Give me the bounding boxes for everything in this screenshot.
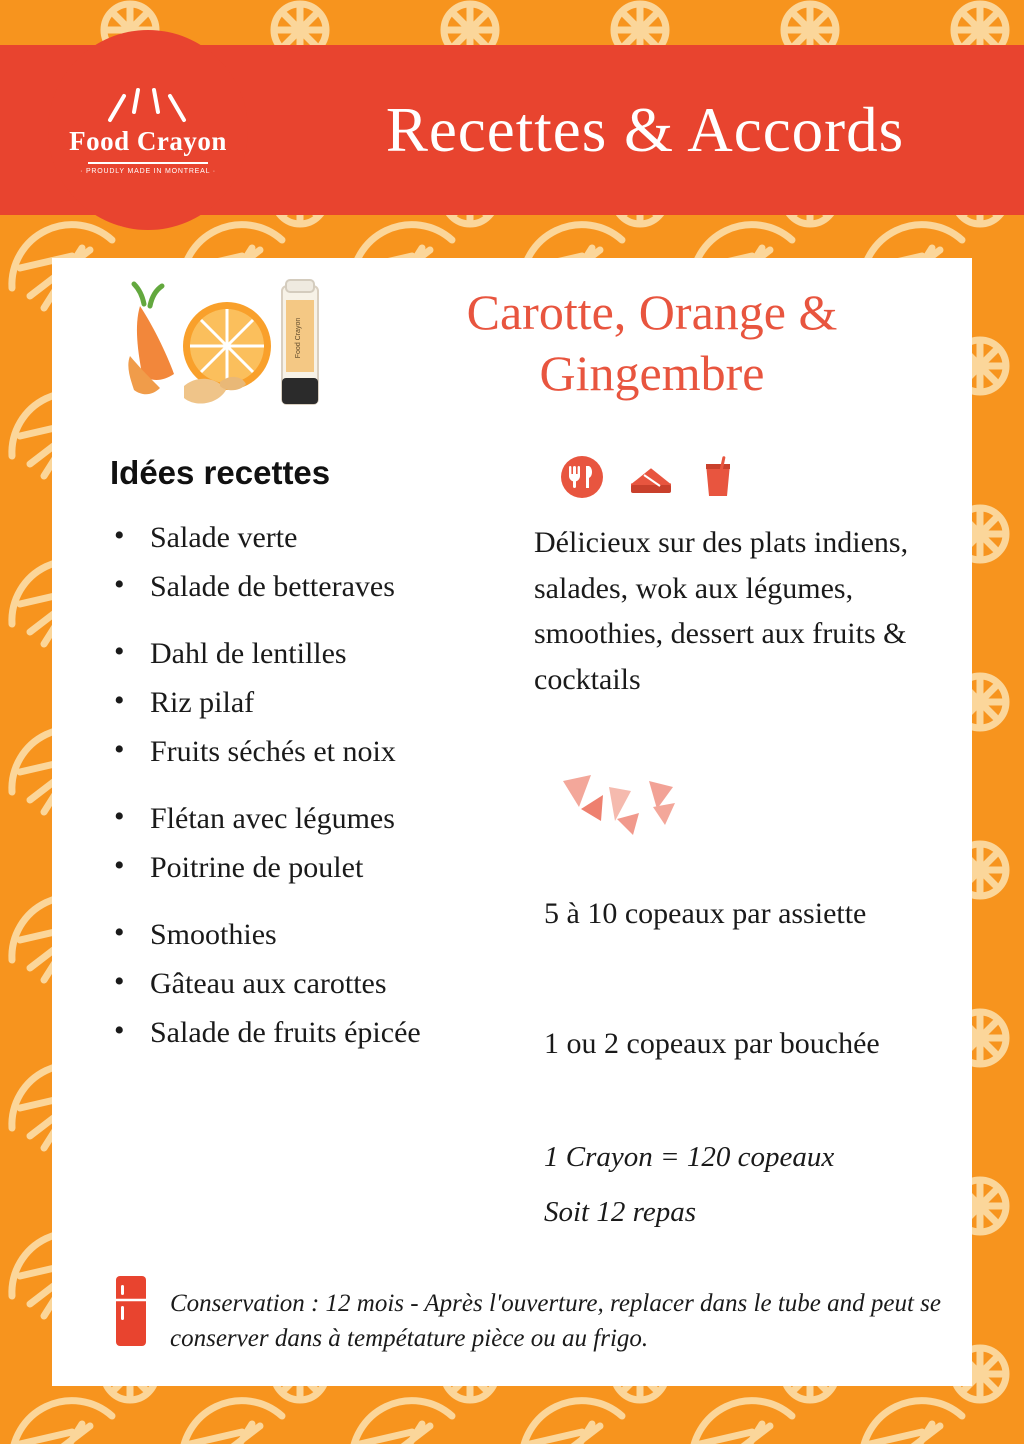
svg-text:Food Crayon: Food Crayon	[295, 317, 302, 359]
section-heading-recipe-ideas: Idées recettes	[110, 454, 331, 491]
list-item: • Salade verte	[100, 523, 570, 553]
brand-name: Food Crayon	[69, 125, 227, 156]
brand-logo	[48, 30, 248, 230]
yield-meals: Soit 12 repas	[544, 1196, 696, 1229]
crayon-chips-illustration	[557, 773, 692, 848]
list-item: • Flétan avec légumes	[100, 804, 570, 834]
list-item: • Dahl de lentilles	[100, 639, 570, 669]
pairing-description: Délicieux sur des plats indiens, salades, wok aux légumes, smoothies, dessert aux fruits & cocktails	[534, 526, 909, 696]
pairing-icon-row	[560, 454, 738, 500]
cake-slice-icon	[626, 455, 676, 499]
list-item: • Smoothies	[100, 920, 570, 950]
list-item: • Riz pilaf	[100, 688, 570, 718]
list-item: • Poitrine de poulet	[100, 853, 570, 883]
recipe-card	[52, 258, 972, 1386]
recipe-title: Carotte, Orange & Gingembre	[466, 284, 838, 401]
dose-per-bite: 1 ou 2 copeaux par bouchée	[544, 1027, 880, 1060]
list-item: • Gâteau aux carottes	[100, 969, 570, 999]
product-illustration	[122, 278, 342, 428]
yield-info	[544, 1130, 974, 1240]
dose-per-plate: 5 à 10 copeaux par assiette	[544, 897, 867, 930]
brand-tagline: · PROUDLY MADE IN MONTREAL ·	[80, 167, 216, 175]
yield-crayon-chips: 1 Crayon = 120 copeaux	[544, 1141, 835, 1173]
page-title: Recettes & Accords	[385, 94, 905, 165]
fork-knife-icon	[560, 455, 604, 499]
crayon-rays-icon	[102, 86, 194, 126]
list-item: • Salade de betteraves	[100, 572, 570, 602]
list-item: • Salade de fruits épicée	[100, 1018, 570, 1048]
recipe-ideas-list	[100, 523, 570, 1067]
logo-divider	[88, 162, 208, 164]
drink-glass-icon	[698, 454, 738, 500]
conservation-note: Conservation : 12 mois - Après l'ouverture, replacer dans le tube and peut se conserver dans à tempétature pièce ou au frigo.	[170, 1290, 941, 1352]
fridge-icon	[114, 1274, 148, 1348]
list-item: • Fruits séchés et noix	[100, 737, 570, 767]
